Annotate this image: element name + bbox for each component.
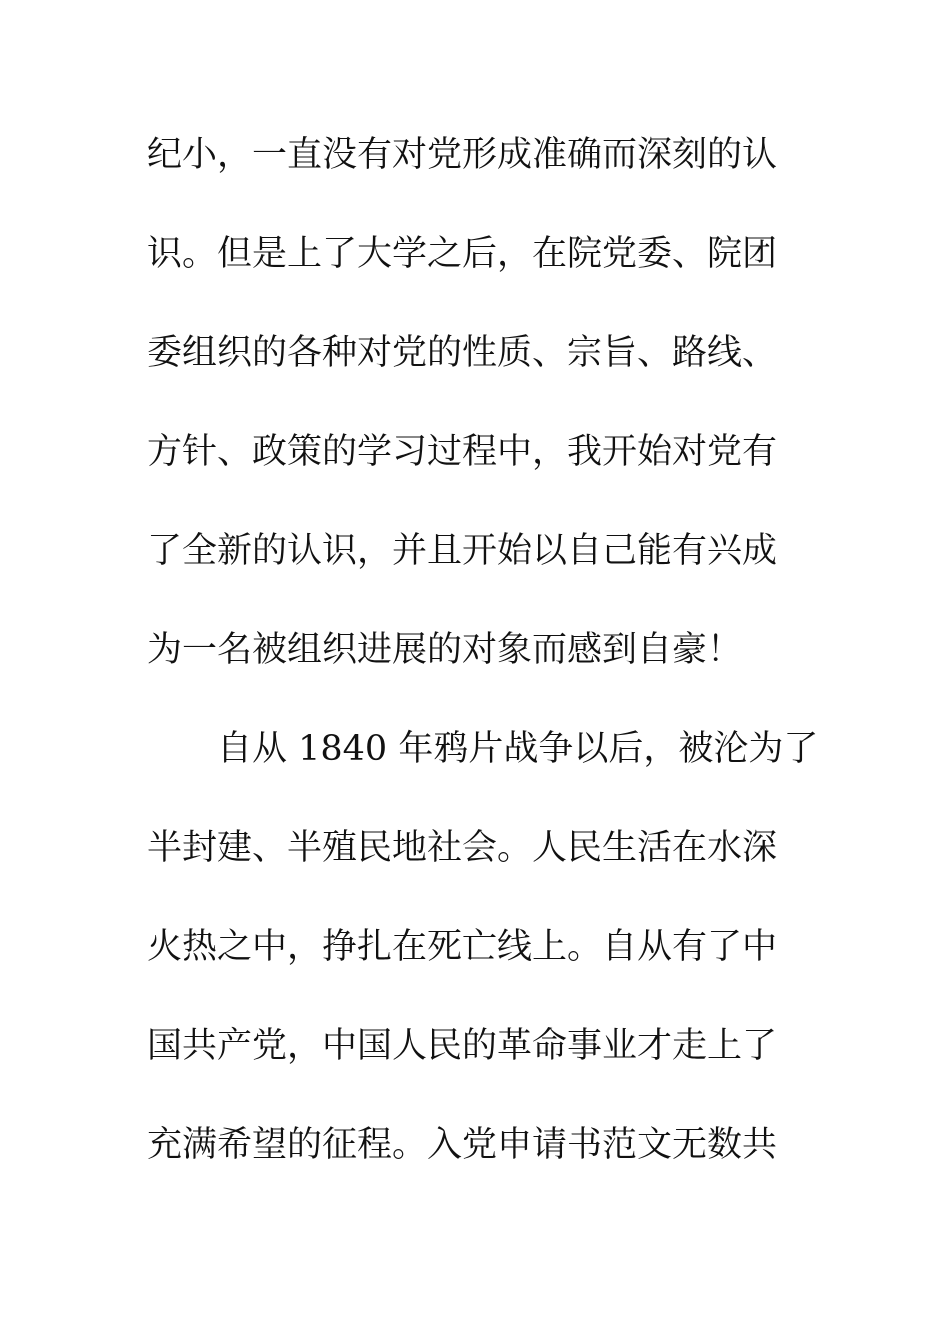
text-line: 方针、政策的学习过程中，我开始对党有 — [147, 432, 778, 472]
text-line: 委组织的各种对党的性质、宗旨、路线、 — [147, 333, 778, 373]
text-line: 了全新的认识，并且开始以自己能有兴成 — [147, 531, 778, 571]
text-line: 火热之中，挣扎在死亡线上。自从有了中 — [147, 927, 778, 967]
text-line: 国共产党，中国人民的革命事业才走上了 — [147, 1026, 778, 1066]
body-text — [147, 130, 819, 1219]
text-line: 半封建、半殖民地社会。人民生活在水深 — [147, 828, 778, 868]
text-line: 识。但是上了大学之后，在院党委、院团 — [147, 234, 778, 274]
text-line: 为一名被组织进展的对象而感到自豪！ — [147, 630, 743, 670]
text-line: 充满希望的征程。入党申请书范文无数共 — [147, 1125, 778, 1165]
text-line: 纪小，一直没有对党形成准确而深刻的认 — [147, 135, 778, 175]
paragraph-start-line: 自从 1840 年鸦片战争以后，被沦为了 — [217, 729, 819, 769]
